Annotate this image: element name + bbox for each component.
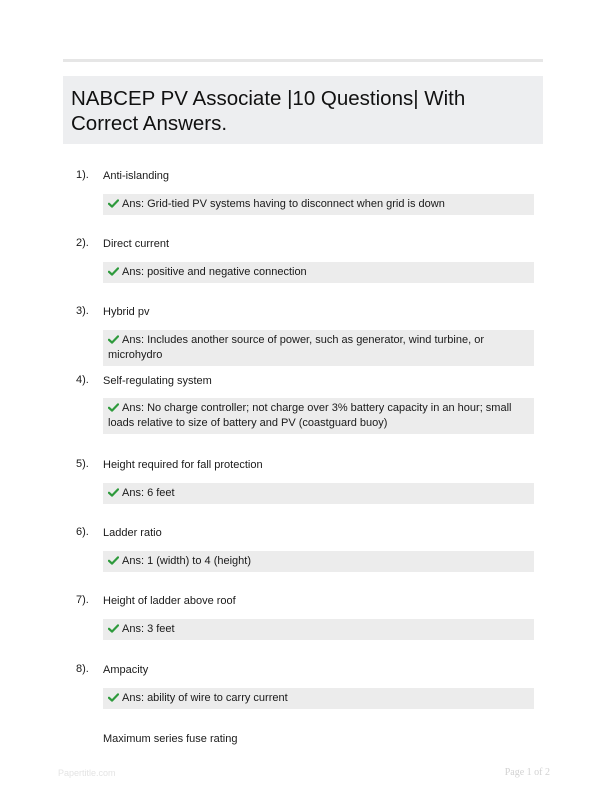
answer-text: Ans: ability of wire to carry current (122, 692, 288, 704)
checkmark-icon (108, 199, 119, 208)
question-number: 6). (76, 526, 89, 538)
checkmark-icon (108, 488, 119, 497)
question-text: Anti-islanding (103, 170, 170, 182)
question-number: 7). (76, 594, 89, 606)
checkmark-icon (108, 693, 119, 702)
question-text: Ladder ratio (103, 527, 162, 539)
top-divider (63, 59, 543, 62)
checkmark-icon (108, 403, 119, 412)
answer-box (103, 619, 534, 640)
answer-box (103, 483, 534, 504)
answer-text: Ans: 3 feet (122, 623, 175, 635)
answer-text: Ans: 6 feet (122, 487, 175, 499)
answer-text: Ans: Grid-tied PV systems having to disconnect when grid is down (122, 198, 445, 210)
answer-box (103, 551, 534, 572)
answer-text: Ans: positive and negative connection (122, 266, 307, 278)
question-number: 4). (76, 374, 89, 386)
question-text: Self-regulating system (103, 375, 212, 387)
page-title: NABCEP PV Associate |10 Questions| With Correct Answers. (71, 87, 466, 135)
question-number: 2). (76, 237, 89, 249)
answer-text: Ans: No charge controller; not charge over 3% battery capacity in an hour; small loads relative to size of battery and PV (coastguard buoy) (108, 402, 512, 429)
question-number: 1). (76, 169, 89, 181)
question-text: Ampacity (103, 664, 149, 676)
checkmark-icon (108, 335, 119, 344)
answer-box (103, 330, 534, 366)
footer-watermark: Papertitle.com (58, 768, 116, 778)
question-number: 5). (76, 458, 89, 470)
answer-box (103, 688, 534, 709)
question-text: Hybrid pv (103, 306, 150, 318)
title-box (63, 76, 543, 144)
checkmark-icon (108, 556, 119, 565)
checkmark-icon (108, 267, 119, 276)
answer-text: Ans: Includes another source of power, such as generator, wind turbine, or microhydro (108, 334, 484, 361)
page-number: Page 1 of 2 (504, 767, 550, 778)
question-text: Height of ladder above roof (103, 595, 236, 607)
answer-box (103, 262, 534, 283)
question-number: 3). (76, 305, 89, 317)
answer-box (103, 194, 534, 215)
question-text: Maximum series fuse rating (103, 733, 238, 745)
question-text: Direct current (103, 238, 170, 250)
question-number: 8). (76, 663, 89, 675)
answer-text: Ans: 1 (width) to 4 (height) (122, 555, 252, 567)
checkmark-icon (108, 624, 119, 633)
answer-box (103, 398, 534, 434)
question-text: Height required for fall protection (103, 459, 263, 471)
